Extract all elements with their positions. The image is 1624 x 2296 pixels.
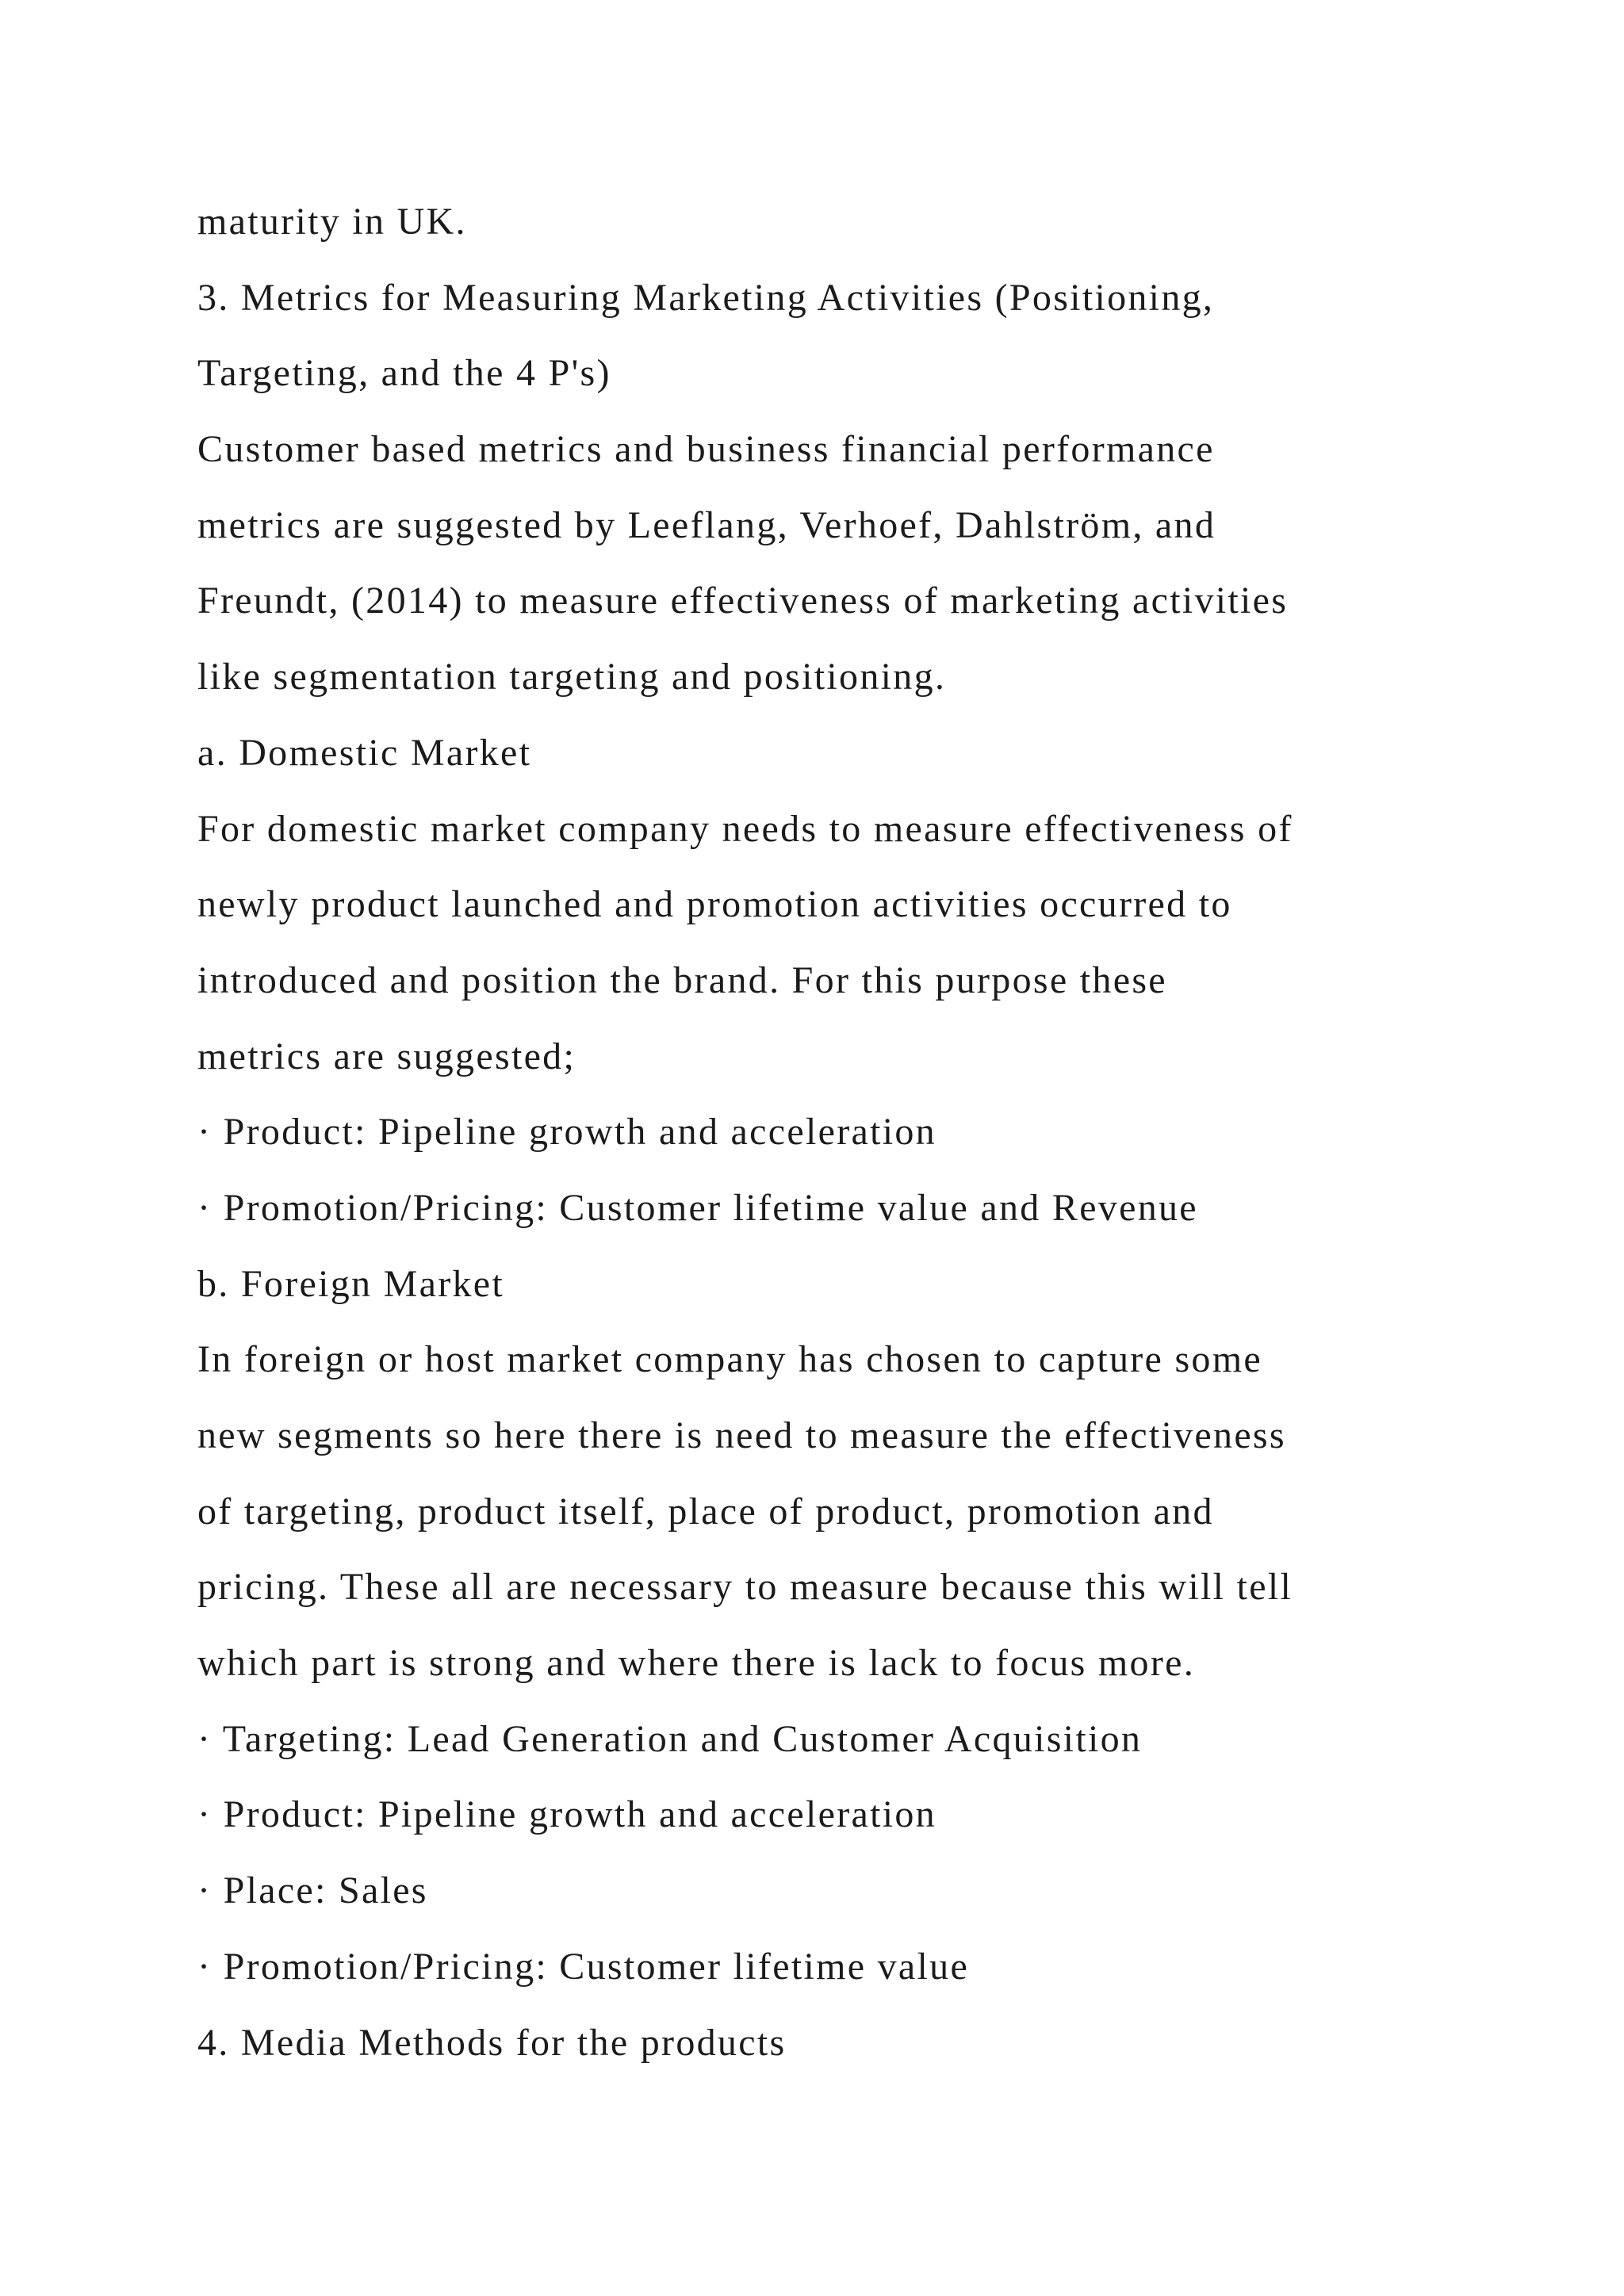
body-text-line: introduced and position the brand. For this purpose these [197, 959, 1167, 1001]
body-text-line: Customer based metrics and business financial performance [197, 428, 1215, 471]
body-text-line: of targeting, product itself, place of product, promotion and [197, 1490, 1214, 1533]
bullet-item: · Promotion/Pricing: Customer lifetime value and Revenue [197, 1186, 1198, 1229]
body-text-line: For domestic market company needs to measure effectiveness of [197, 807, 1293, 850]
subsection-heading: a. Domestic Market [197, 731, 532, 774]
bullet-item: · Product: Pipeline growth and acceleration [197, 1793, 936, 1836]
section-heading: 3. Metrics for Measuring Marketing Activities (Positioning, [197, 276, 1215, 319]
body-text-line: like segmentation targeting and positioning. [197, 656, 947, 698]
bullet-item: · Place: Sales [197, 1869, 428, 1912]
body-text-line: new segments so here there is need to measure the effectiveness [197, 1414, 1286, 1456]
body-text-line: maturity in UK. [197, 201, 467, 243]
section-heading: 4. Media Methods for the products [197, 2021, 787, 2064]
subsection-heading: b. Foreign Market [197, 1262, 505, 1305]
body-text-line: which part is strong and where there is lack to focus more. [197, 1642, 1196, 1685]
bullet-item: · Product: Pipeline growth and acceleration [197, 1111, 936, 1154]
body-text-line: In foreign or host market company has chosen to capture some [197, 1338, 1262, 1381]
section-heading-continued: Targeting, and the 4 P's) [197, 352, 611, 395]
body-text-line: metrics are suggested by Leeflang, Verhoef, Dahlström, and [197, 503, 1216, 546]
bullet-item: · Targeting: Lead Generation and Customer Acquisition [197, 1717, 1143, 1760]
body-text-line: metrics are suggested; [197, 1035, 576, 1077]
body-text-line: newly product launched and promotion activities occurred to [197, 883, 1232, 926]
document-body [197, 184, 1498, 2080]
bullet-item: · Promotion/Pricing: Customer lifetime value [197, 1945, 970, 1988]
body-text-line: Freundt, (2014) to measure effectiveness of marketing activities [197, 580, 1289, 622]
body-text-line: pricing. These all are necessary to measure because this will tell [197, 1566, 1293, 1609]
